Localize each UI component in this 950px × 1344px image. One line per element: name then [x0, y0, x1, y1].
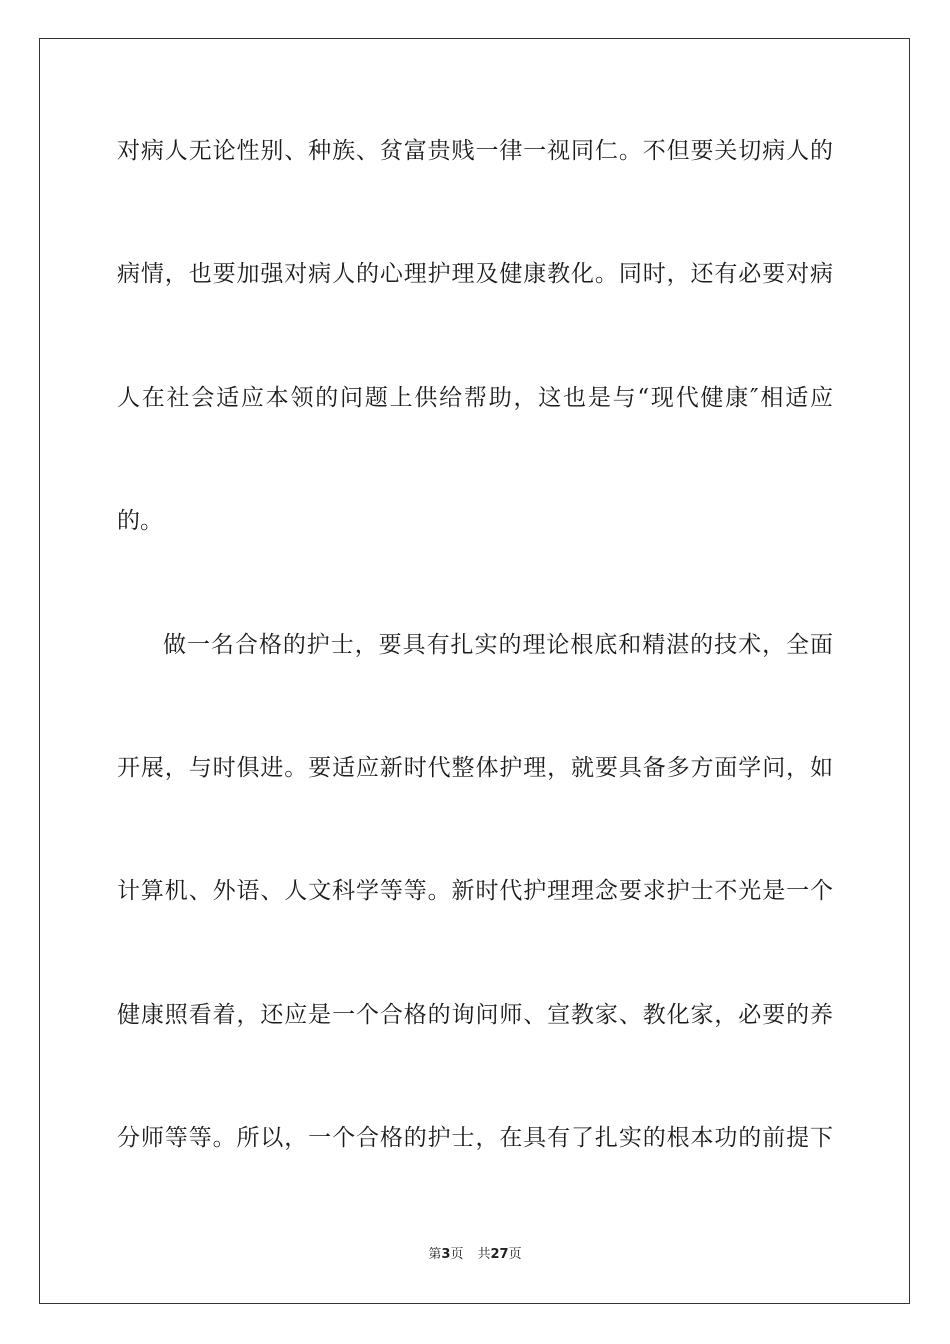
paragraph-line: 人在社会适应本领的问题上供给帮助，这也是与“现代健康″相适应 — [117, 385, 833, 411]
footer-total-pages: 27 — [490, 1247, 509, 1262]
footer-page-suffix: 页 — [450, 1247, 464, 1262]
paragraph-line: 做一名合格的护士，要具有扎实的理论根底和精湛的技术，全面 — [163, 632, 833, 658]
paragraph-line: 对病人无论性别、种族、贫富贵贱一律一视同仁。不但要关切病人的 — [117, 138, 833, 164]
page-border — [39, 38, 910, 1304]
footer-page-prefix: 第 — [428, 1247, 442, 1262]
paragraph-line: 病情，也要加强对病人的心理护理及健康教化。同时，还有必要对病 — [117, 261, 833, 287]
footer-page-number: 3 — [441, 1247, 451, 1262]
paragraph-line: 健康照看着，还应是一个合格的询问师、宣教家、教化家，必要的养 — [117, 1002, 833, 1028]
paragraph-line: 分师等等。所以，一个合格的护士，在具有了扎实的根本功的前提下 — [117, 1125, 833, 1151]
footer-total-prefix: 共 — [477, 1247, 491, 1262]
page-footer — [0, 1246, 950, 1264]
paragraph-line: 开展，与时俱进。要适应新时代整体护理，就要具备多方面学问，如 — [117, 755, 833, 781]
paragraph-line: 的。 — [117, 508, 163, 534]
footer-total-suffix: 页 — [508, 1247, 522, 1262]
paragraph-line: 计算机、外语、人文科学等等。新时代护理理念要求护士不光是一个 — [117, 878, 833, 904]
